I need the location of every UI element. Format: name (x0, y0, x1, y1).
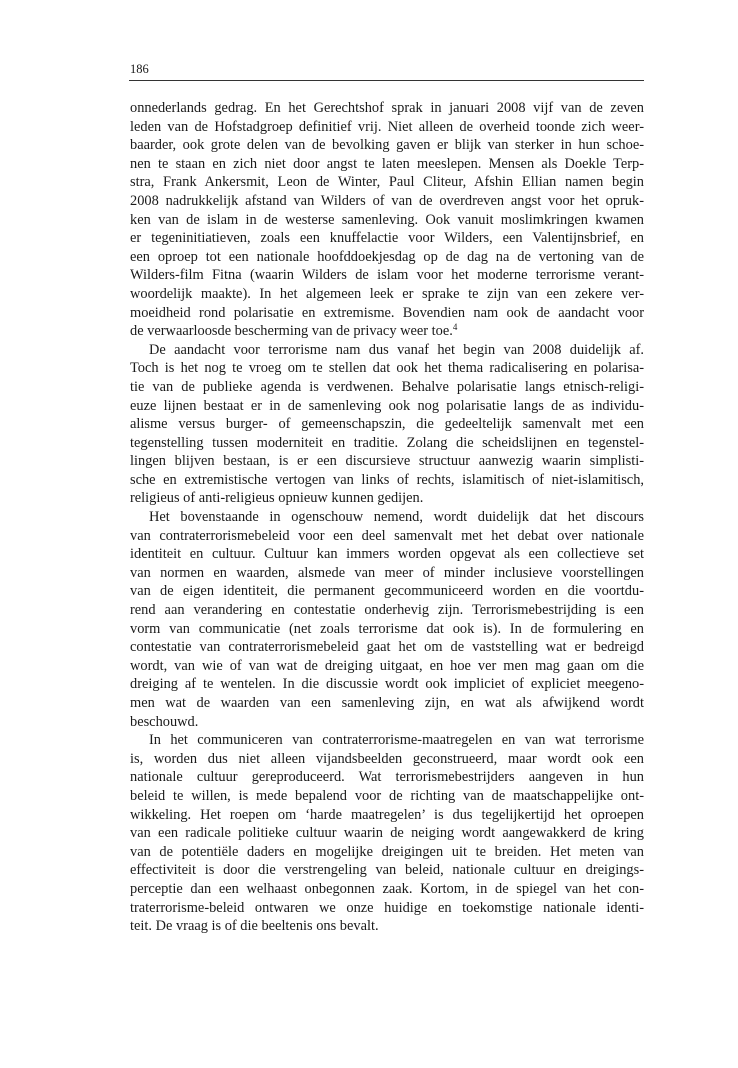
text-line: van een radicale politieke cultuur waarin de neiging wordt aangewakkerd de kring (130, 825, 644, 842)
text-line: nen te staan en zich niet door angst te laten meeslepen. Mensen als Doekle Terp- (130, 155, 644, 172)
text-line: 2008 nadrukkelijk afstand van Wilders of van de overdreven angst voor het opruk- (130, 192, 644, 209)
text-line: van contraterrorismebeleid voor een deel samenvalt met het debat over nationale (130, 527, 644, 544)
text-line: alisme versus burger- of gemeenschapszin, die gedeeltelijk samenvalt met een (130, 416, 644, 433)
paragraph-end-line: teit. De vraag is of die beeltenis ons bevalt. (130, 918, 379, 935)
text-line: beleid te willen, is mede bepalend voor de richting van de maatschappelijke ont- (130, 787, 644, 804)
text-line: moeidheid rond polarisatie en extremisme. Bovendien nam ook de aandacht voor (130, 304, 644, 321)
text-line: van de potentiële daders en mogelijke dreigingen uit te breiden. Het meten van (130, 843, 644, 860)
text-line: tie van de publieke agenda is verdwenen. Behalve polarisatie langs etnisch-religi- (130, 378, 644, 395)
text-line: leden van de Hofstadgroep definitief vrij. Niet alleen de overheid toonde zich weer- (130, 118, 644, 135)
header-rule (129, 80, 644, 81)
text-line: er tegeninitiatieven, zoals een knuffelactie voor Wilders, een Valentijnsbrief, en (130, 230, 644, 247)
text-line: identiteit en cultuur. Cultuur kan immers worden opgevat als een collectieve set (130, 546, 644, 563)
text-line: Toch is het nog te vroeg om te stellen dat ook het thema radicalisering en polarisa- (130, 360, 644, 377)
text-line: onnederlands gedrag. En het Gerechtshof sprak in januari 2008 vijf van de zeven (130, 100, 644, 116)
text-line: een oproep tot een nationale hoofddoekjesdag op de dag na de vertoning van de (130, 248, 644, 265)
text-line: woordelijk maakte). In het algemeen leek er sprake te zijn van een zekere ver- (130, 285, 644, 302)
paragraph-end-line (130, 322, 644, 341)
text-line: van de eigen identiteit, die permanent gecommuniceerd worden en die voortdu- (130, 583, 644, 600)
body-text (130, 99, 644, 936)
paragraph-start-line: Het bovenstaande in ogenschouw nemend, wordt duidelijk dat het discours (149, 509, 644, 526)
text-line: van normen en waarden, alsmede van meer of minder inclusieve voorstellingen (130, 564, 644, 581)
text-line: contestatie van contraterrorismebeleid gaat het om de vaststelling wat er bedreigd (130, 639, 644, 656)
text-line: sche en extremistische vertogen van links of rechts, islamitisch of niet-islamitisch, (130, 471, 644, 488)
text-line: men wat de waarden van een samenleving zijn, en wat als afwijkend wordt (130, 695, 644, 711)
text-line: wikkeling. Het roepen om ‘harde maatregelen’ is dus tegelijkertijd het oproepen (130, 806, 644, 823)
paragraph-end-line: beschouwd. (130, 713, 199, 730)
text-line: ken van de islam in de westerse samenleving. Ook vanuit moslimkringen kwamen (130, 211, 644, 228)
text-line: is, worden dus niet alleen vijandsbeelden geconstrueerd, maar wordt ook een (130, 750, 644, 767)
text-line: traterrorisme-beleid ontwaren we onze huidige en toekomstige nationale identi- (130, 899, 644, 916)
text-line: rend aan verandering en contestatie onderhevig zijn. Terrorismebestrijding is een (130, 602, 644, 619)
text-line: stra, Frank Ankersmit, Leon de Winter, Paul Cliteur, Afshin Ellian namen begin (130, 174, 644, 191)
text-line: nationale cultuur gereproduceerd. Wat terrorismebestrijders aangeven in hun (130, 769, 644, 786)
text-line: wordt, van wie of van wat de dreiging uitgaat, en hoe ver men mag gaan om die (130, 657, 644, 674)
text-line: euze lijnen bestaat er in de samenleving ook nog polarisatie langs de as individu- (130, 397, 644, 414)
footnote-marker: 4 (452, 322, 458, 333)
text-line: dreiging af te wentelen. In die discussie wordt ook impliciet of expliciet meegeno- (130, 676, 644, 693)
text-line: effectiviteit is door die verstrengeling van beleid, nationale cultuur en dreigings- (130, 862, 644, 879)
text-line: Wilders-film Fitna (waarin Wilders de islam voor het moderne terrorisme verant- (130, 267, 644, 284)
text-line: perceptie dan een welhaast onbegonnen zaak. Kortom, in de spiegel van het con- (130, 880, 644, 897)
text-line: lingen blijven bestaan, is er een discursieve structuur aanwezig waarin simplisti- (130, 453, 644, 470)
text-line: baarder, ook grote delen van de bevolking gaven er blijk van sterker in hun schoe- (130, 137, 644, 154)
page-number: 186 (130, 62, 149, 76)
paragraph-start-line: De aandacht voor terrorisme nam dus vanaf het begin van 2008 duidelijk af. (149, 341, 644, 358)
text-line: vorm van communicatie (net zoals terrorisme dat ook is). In de formulering en (130, 620, 644, 637)
paragraph-end-line: religieus of anti-religieus opnieuw kunnen gedijen. (130, 490, 424, 507)
paragraph-start-line: In het communiceren van contraterrorisme-maatregelen en van wat terrorisme (149, 732, 644, 749)
text-line: tegenstelling tussen moderniteit en traditie. Zolang die scheidslijnen en tegenstel- (130, 434, 644, 451)
text-line-content: de verwaarloosde bescherming van de privacy weer toe. (130, 323, 453, 340)
